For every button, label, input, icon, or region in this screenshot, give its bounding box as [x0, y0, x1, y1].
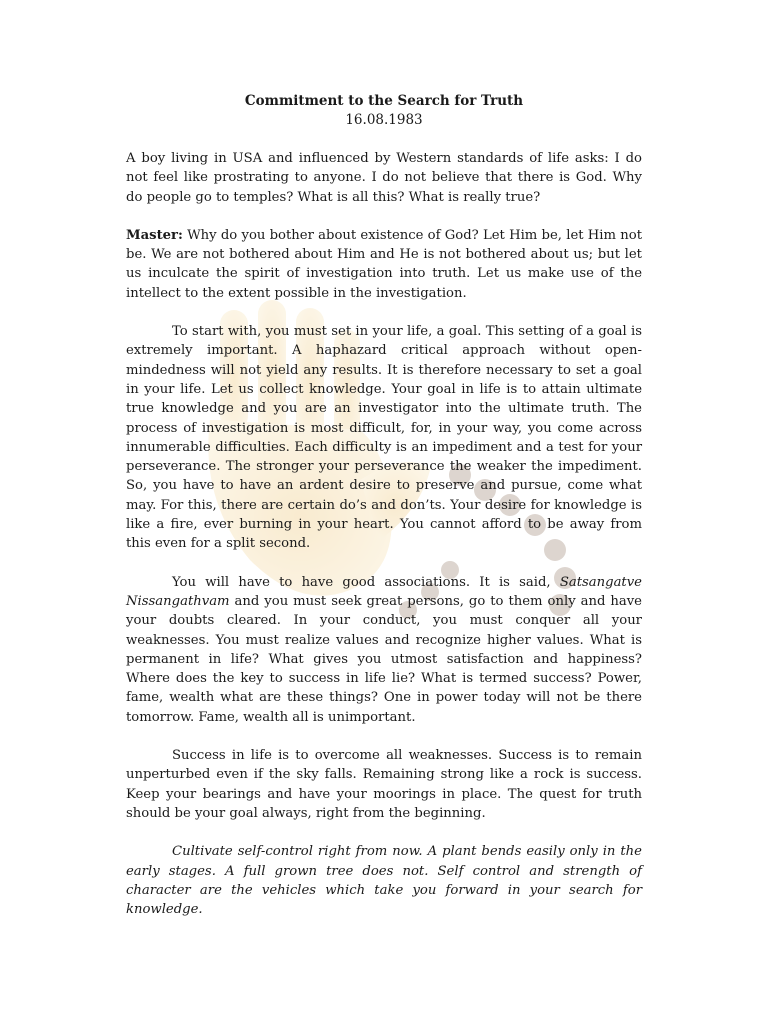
- associations-text-start: You will have to have good associations. It is said,: [172, 574, 560, 590]
- paragraph-question: A boy living in USA and influenced by Western standards of life asks: I do not feel like prostrating to anyone. I do not believe that there is God. Why do people go to temples? What is all this? What is really true?: [126, 151, 642, 205]
- paragraph-master-reply: [126, 226, 642, 303]
- speaker-label: Master:: [126, 227, 183, 243]
- paragraph-success: Success in life is to overcome all weaknesses. Success is to remain unperturbed even if the sky falls. Remaining strong like a rock is success. Keep your bearings and have your moorings in place. The quest for truth should be your goal always, right from the beginning.: [126, 748, 642, 821]
- paragraph-associations: [126, 573, 642, 727]
- document-date: 16.08.1983: [345, 112, 423, 128]
- master-reply-text: Why do you bother about existence of God? Let Him be, let Him not be. We are not bothered about Him and He is not bothered about us; but let us inculcate the spirit of investigation into truth. Let us make use of the intellect to the extent possible in the investigation.: [126, 227, 642, 301]
- associations-text-end: and you must seek great persons, go to them only and have your doubts cleared. In your conduct, you must conquer all your weaknesses. You must realize values and recognize higher values. What is permanent in life? What gives you utmost satisfaction and happiness? Where does the key to success in life lie? What is termed success? Power, fame, wealth what are these things? One in power today will not be there tomorrow. Fame, wealth all is unimportant.: [126, 593, 642, 725]
- paragraph-goal: To start with, you must set in your life, a goal. This setting of a goal is extremely important. A haphazard critical approach without open-mindedness will not yield any results. It is therefore necessary to set a goal in your life. Let us collect knowledge. Your goal in life is to attain ultimate true knowledge and you are an investigator into the ultimate truth. The process of investigation is most difficult, for, in your way, you come across innumerable difficulties. Each difficulty is an impediment and a test for your perseverance. The stronger your perseverance the weaker the impediment. So, you have to have an ardent desire to preserve and pursue, come what may. For this, there are certain do’s and don’ts. Your desire for knowledge is like a fire, ever burning in your heart. You cannot afford to be away from this even for a split second.: [126, 324, 642, 552]
- paragraph-self-control: Cultivate self-control right from now. A plant bends easily only in the early stages. A full grown tree does not. Self control and strength of character are the vehicles which take you forward in your search for knowledge.: [126, 844, 642, 918]
- document-title: Commitment to the Search for Truth: [244, 93, 524, 109]
- sanskrit-phrase: Satsangatve Nissangathvam: [126, 574, 642, 609]
